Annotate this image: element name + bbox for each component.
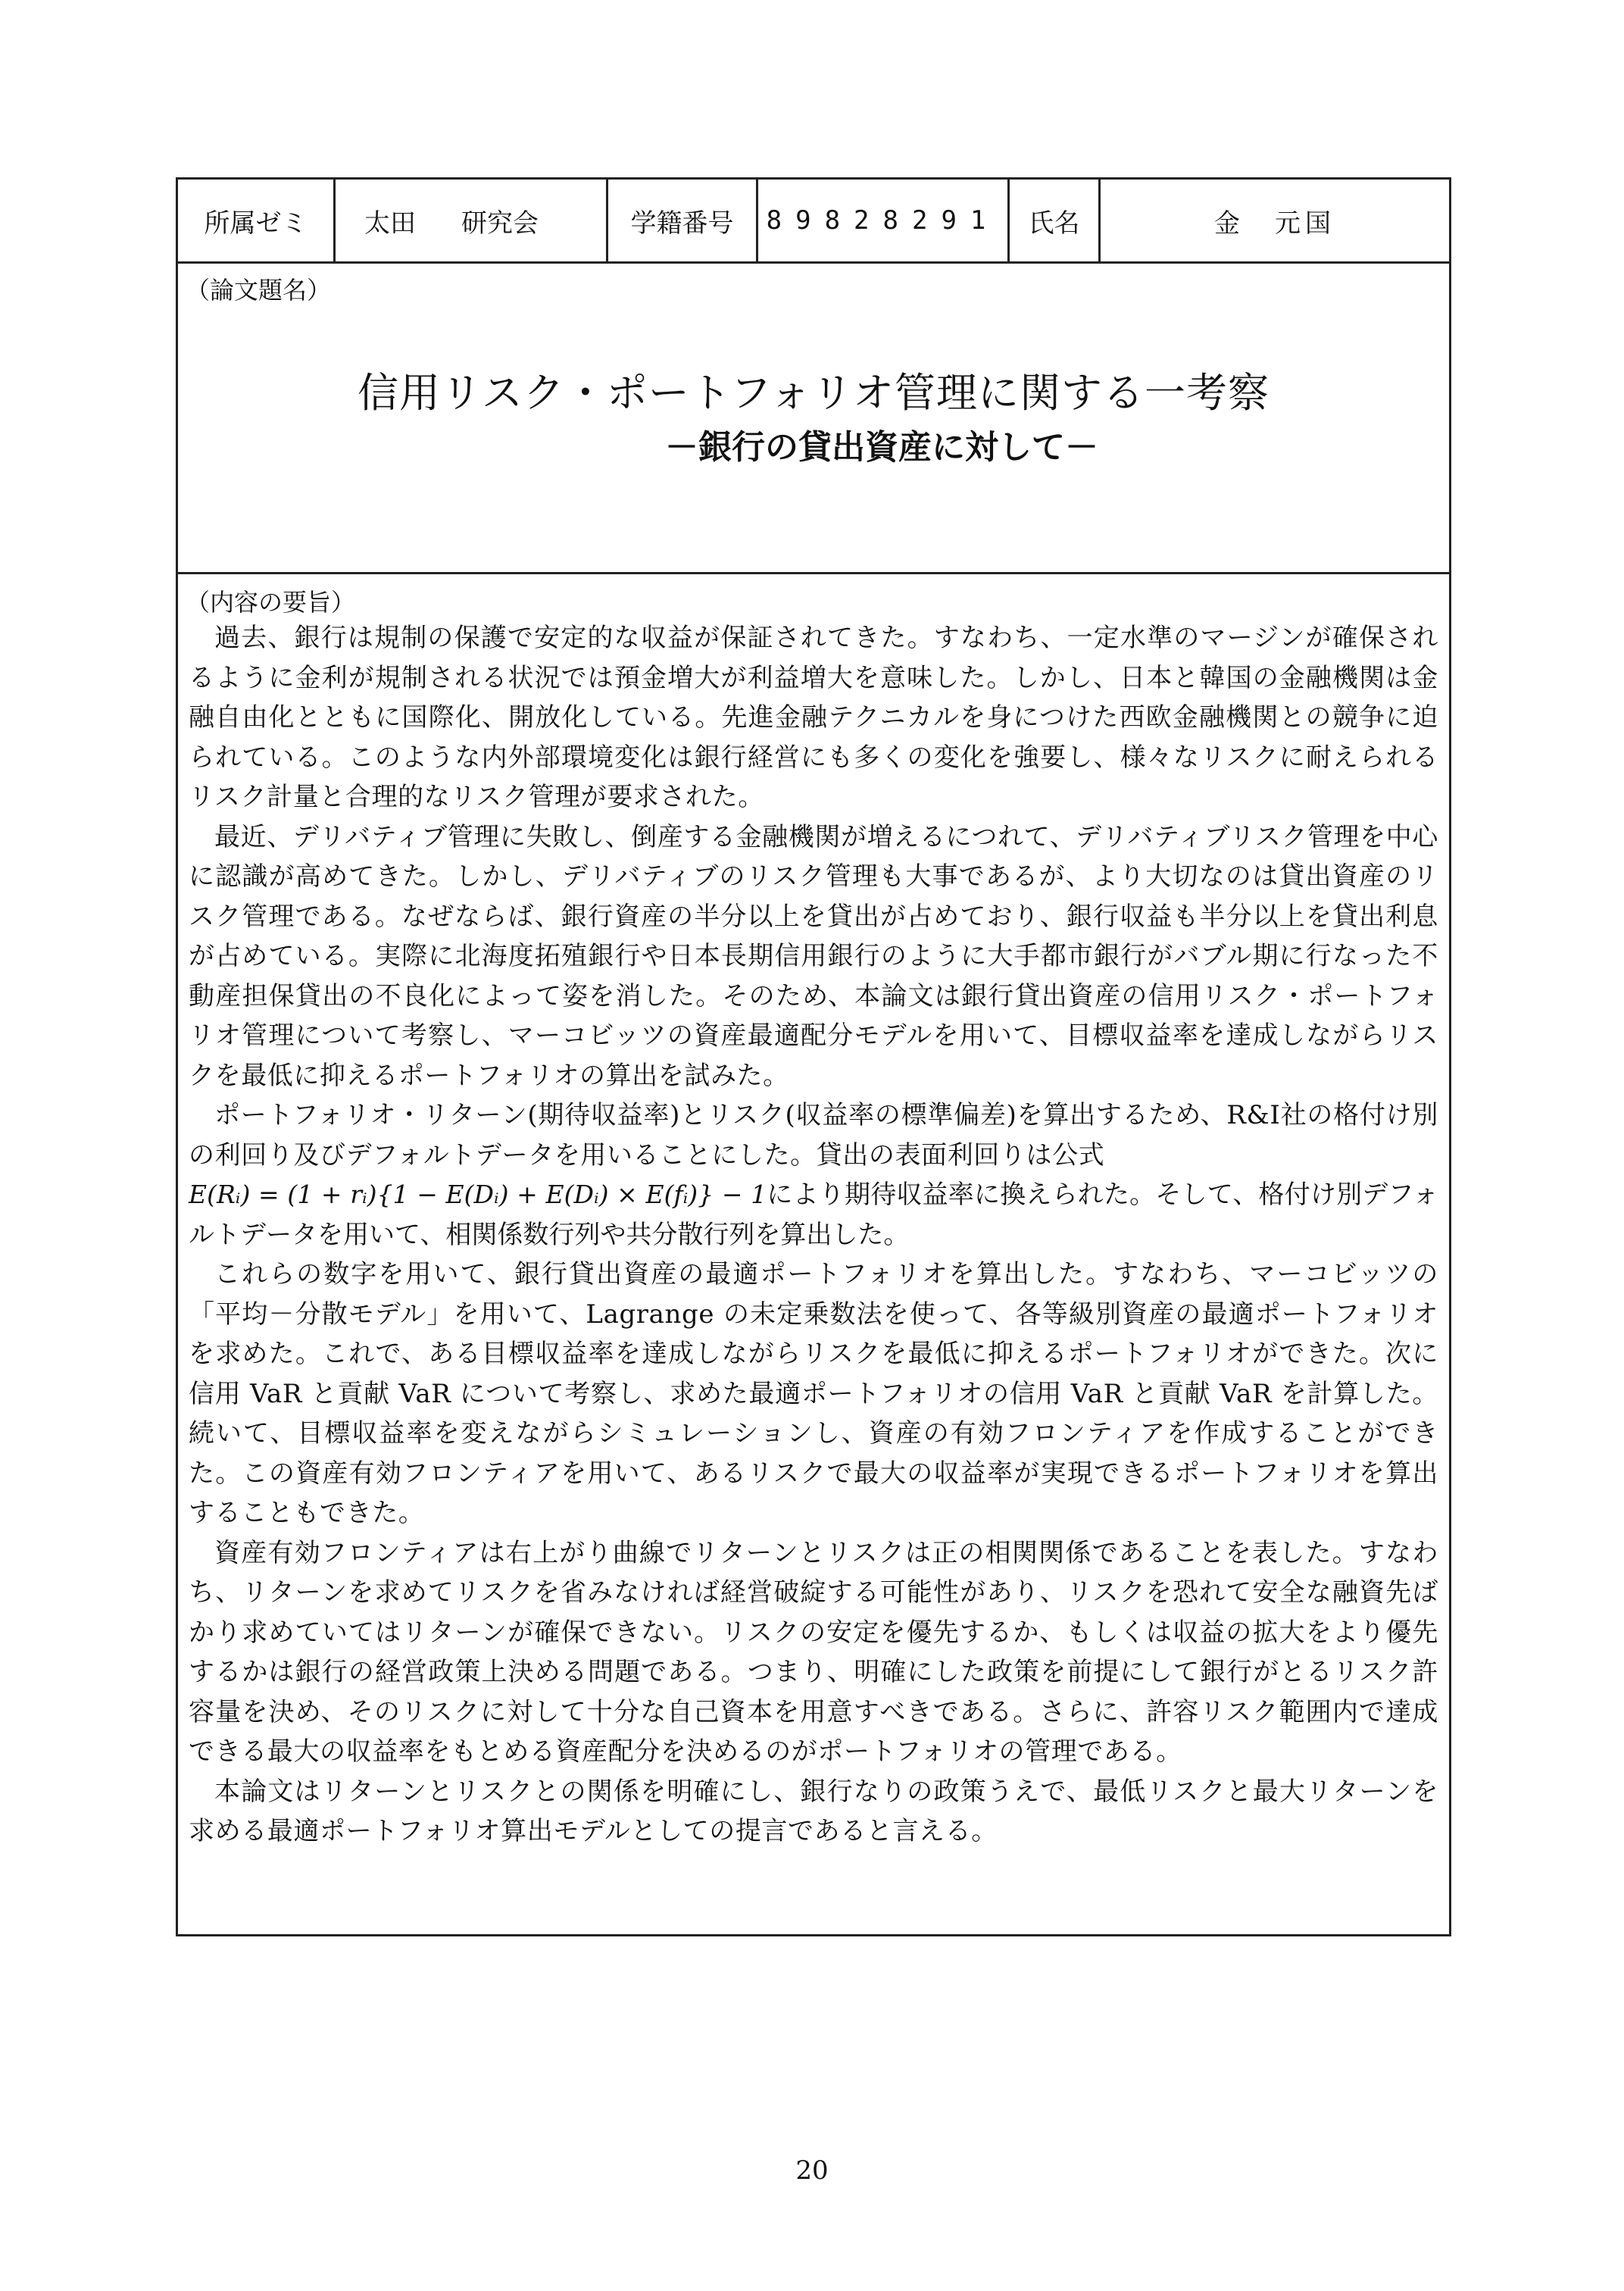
abstract-paragraph-2: 最近、デリバティブ管理に失敗し、倒産する金融機関が増えるにつれて、デリバティブリスク管理を中心に認識が高めてきた。しかし、デリバティブのリスク管理も大事であるが、より大切なのは貸出資産のリスク管理である。なぜならば、銀行資産の半分以上を貸出が占めており、銀行収益も半分以上を貸出利息が占めている。実際に北海度拓殖銀行や日本長期信用銀行のように大手都市銀行がバブル期に行なった不動産担保貸出の不良化によって姿を消した。そのため、本論文は銀行貸出資産の信用リスク・ポートフォリオ管理について考察し、マーコビッツの資産最適配分モデルを用いて、目標収益率を達成しながらリスクを最低に抑えるポートフォリオの算出を試みた。 bbox=[189, 821, 1438, 1091]
abstract-section bbox=[178, 583, 1449, 1852]
abstract-section-label: （内容の要旨） bbox=[186, 588, 356, 617]
thesis-title: 信用リスク・ポートフォリオ管理に関する一考察 bbox=[357, 369, 1270, 417]
header-row bbox=[178, 180, 1449, 264]
abstract-paragraph-3: ポートフォリオ・リターン(期待収益率)とリスク(収益率の標準偏差)を算出するため、R&I社の格付け別の利回り及びデフォルトデータを用いることにした。貸出の表面利回りは公式 bbox=[189, 1100, 1438, 1171]
student-id-label: 学籍番号 bbox=[608, 180, 758, 261]
form-frame bbox=[176, 177, 1451, 1936]
title-section-label: （論文題名） bbox=[186, 276, 332, 305]
seminar-suffix: 研究会 bbox=[461, 208, 539, 239]
abstract-paragraph-5: 資産有効フロンティアは右上がり曲線でリターンとリスクは正の相関関係であることを表した。すなわち、リターンを求めてリスクを省みなければ経営破綻する可能性があり、リスクを恐れて安全な融資先ばかり求めていてはリターンが確保できない。リスクの安定を優先するか、もしくは収益の拡大をより優先するかは銀行の経営政策上決める問題である。つまり、明確にした政策を前提にして銀行がとるリスク許容量を決め、そのリスクに対して十分な自己資本を用意すべきである。さらに、許容リスク範囲内で達成できる最大の収益率をもとめる資産配分を決めるのがポートフォリオの管理である。 bbox=[189, 1537, 1438, 1767]
abstract-paragraph-4: これらの数字を用いて、銀行貸出資産の最適ポートフォリオを算出した。すなわち、マーコビッツの「平均－分散モデル」を用いて、Lagrange の未定乗数法を使って、各等級別資産の最適ポートフォリオを求めた。これで、ある目標収益率を達成しながらリスクを最低に抑えるポートフォリオができた。次に信用 VaR と貢献 VaR について考察し、求めた最適ポートフォリオの信用 VaR と貢献 VaR を計算した。続いて、目標収益率を変えながらシミュレーションし、資産の有効フロンティアを作成することができた。この資産有効フロンティアを用いて、あるリスクで最大の収益率が実現できるポートフォリオを算出することもできた。 bbox=[189, 1259, 1438, 1528]
abstract-paragraph-1: 過去、銀行は規制の保護で安定的な収益が保証されてきた。すなわち、一定水準のマージンが確保されるように金利が規制される状況では預金増大が利益増大を意味した。しかし、日本と韓国の金融機関は金融自由化とともに国際化、開放化している。先進金融テクニカルを身につけた西欧金融機関との競争に迫られている。このような内外部環境変化は銀行経営にも多くの変化を強要し、様々なリスクに耐えられるリスク計量と合理的なリスク管理が要求された。 bbox=[189, 623, 1438, 812]
title-section bbox=[178, 264, 1449, 574]
expected-return-formula: E(Rᵢ) = (1 + rᵢ){1 − E(Dᵢ) + E(Dᵢ) × E(fᵢ)} − 1 bbox=[189, 1180, 767, 1209]
thesis-subtitle: －銀行の貸出資産に対して－ bbox=[665, 428, 1098, 467]
name-label: 氏名 bbox=[1010, 180, 1101, 261]
seminar-name: 太田 bbox=[364, 208, 416, 239]
abstract-paragraph-6: 本論文はリターンとリスクとの関係を明確にし、銀行なりの政策うえで、最低リスクと最大リターンを求める最適ポートフォリオ算出モデルとしての提言であると言える。 bbox=[189, 1776, 1438, 1846]
seminar-label: 所属ゼミ bbox=[178, 180, 336, 261]
seminar-cell bbox=[336, 180, 608, 261]
student-id-value: 89828291 bbox=[758, 180, 1010, 261]
formula-continuation: により期待収益率に換えられた。そして、格付け別デフォルトデータを用いて、相関係数行列や共分散行列を算出した。 bbox=[189, 1180, 1438, 1250]
name-value: 金 元国 bbox=[1214, 208, 1335, 239]
page-number: 20 bbox=[795, 2155, 829, 2186]
formula-line bbox=[189, 1175, 1438, 1255]
